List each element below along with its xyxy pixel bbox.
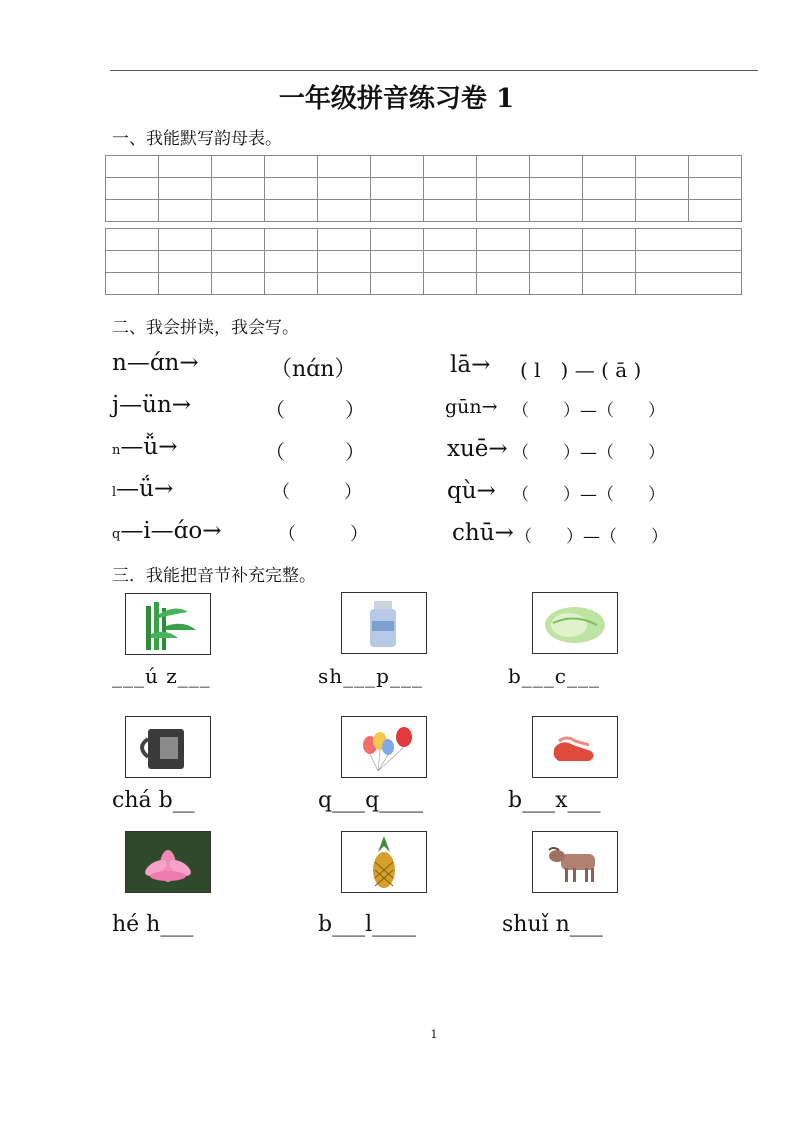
parts-right-1: ( l ) — ( ā ): [520, 358, 642, 382]
initial-n: n: [112, 443, 121, 458]
section-2-heading: 二、我会拼读，我会写。: [112, 318, 299, 338]
spell-left-4: —ǘ→: [116, 476, 174, 502]
fill-2-3[interactable]: b___x___: [508, 788, 601, 813]
section-3-heading: 三．我能把音节补充完整。: [112, 566, 316, 586]
page-number: 1: [430, 1028, 438, 1041]
word-right-2: gūn→: [445, 396, 498, 418]
fill-2-1[interactable]: chá b__: [112, 788, 195, 813]
mug-icon: [125, 716, 211, 778]
answer-left-1: （nɑ́n）: [270, 357, 357, 382]
bamboo-icon: [125, 593, 211, 655]
cabbage-icon: [532, 592, 618, 654]
fill-3-1[interactable]: hé h___: [112, 912, 194, 937]
buffalo-icon: [532, 831, 618, 893]
fill-3-3[interactable]: shuǐ n___: [502, 912, 603, 937]
answer-left-5: （ ）: [278, 524, 368, 545]
word-right-5: chū→: [452, 520, 514, 546]
parts-right-5: （ ）—（ ）: [515, 527, 668, 547]
shoes-icon: [532, 716, 618, 778]
initial-l: l: [112, 485, 117, 500]
vowel-grid-bottom: [105, 228, 742, 295]
word-right-3: xuē→: [447, 436, 508, 462]
answer-left-2: （ ）: [265, 398, 365, 422]
fill-2-2[interactable]: q___q____: [318, 788, 424, 813]
answer-left-3: （ ）: [265, 440, 365, 464]
page-title: 一年级拼音练习卷 1: [278, 84, 515, 114]
spell-left-5: —i—ɑ́o→: [120, 518, 222, 544]
spell-left-1: n—ɑ́n→: [112, 350, 199, 376]
fill-1-1[interactable]: ___ú z___: [112, 664, 211, 688]
vowel-grid-top: [105, 155, 742, 222]
lotus-icon: [125, 831, 211, 893]
answer-left-4: （ ）: [272, 482, 362, 503]
spell-left-3: —ǚ→: [120, 434, 178, 460]
fill-1-2[interactable]: sh___p___: [318, 664, 423, 688]
initial-q: q: [112, 527, 121, 542]
fill-1-3[interactable]: b___c___: [508, 664, 601, 688]
thermos-icon: [341, 592, 427, 654]
fill-3-2[interactable]: b___l____: [318, 912, 417, 937]
balloons-icon: [341, 716, 427, 778]
parts-right-3: （ ）—（ ）: [512, 443, 665, 463]
word-right-1: lā→: [450, 352, 491, 378]
parts-right-4: （ ）—（ ）: [512, 485, 665, 505]
parts-right-2: （ ）—（ ）: [512, 401, 665, 421]
header-rule: [110, 70, 758, 71]
spell-left-2: j—ün→: [112, 392, 192, 418]
section-1-heading: 一、我能默写韵母表。: [112, 129, 282, 149]
pineapple-icon: [341, 831, 427, 893]
word-right-4: qù→: [447, 478, 496, 504]
